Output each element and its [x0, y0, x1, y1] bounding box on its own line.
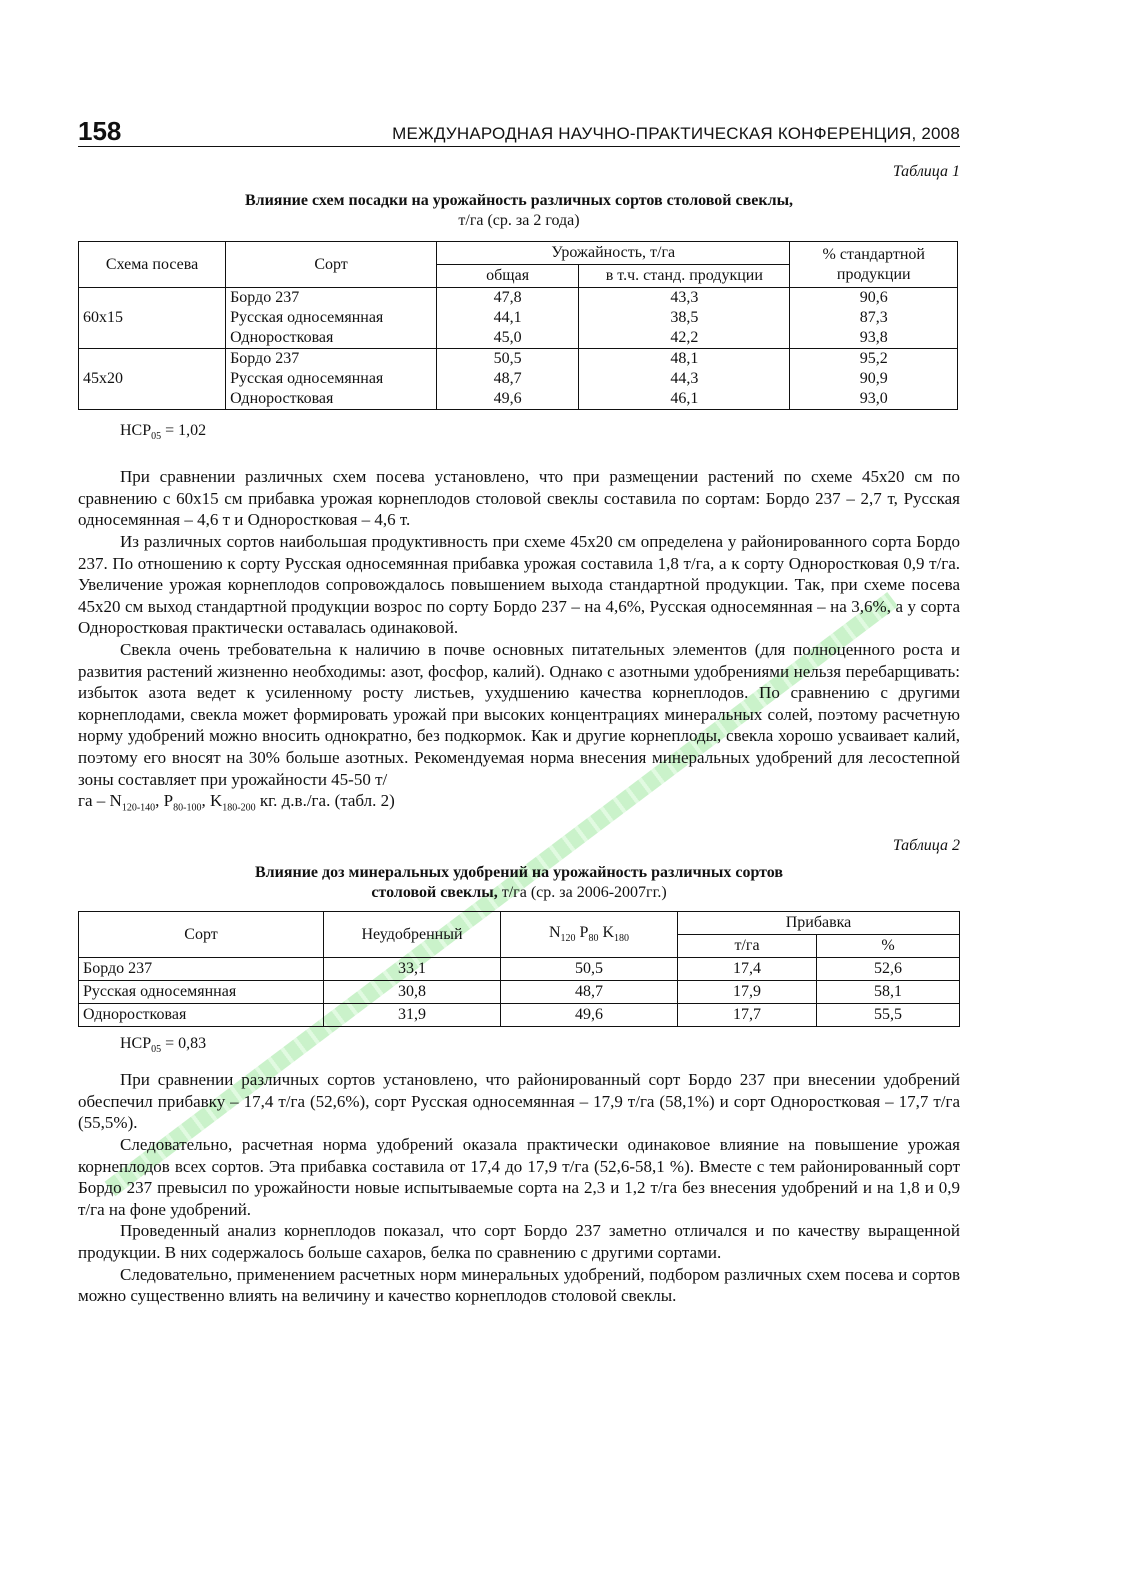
t1-head-variety: Сорт	[226, 242, 437, 288]
body-text-1	[78, 466, 960, 819]
t2-head-pct: %	[817, 935, 960, 958]
t1-value: 93,0	[859, 390, 888, 407]
t1-scheme: 45x20	[79, 349, 226, 410]
t2-head-unfertilized: Неудобренный	[324, 912, 501, 958]
t1-value: 44,1	[493, 309, 522, 326]
fert-p-sub: 80-100	[173, 802, 202, 814]
t1-value: 46,1	[670, 390, 699, 407]
paragraph: При сравнении различных сортов установлено, что районированный сорт Бордо 237 при внесении удобрений обеспечил прибавку – 17,4 т/га (52,6%), сорт Русская односемянная – 17,9 т/га (58,1%) и сорт Однoростковая – 17,7 т/га (55,5%).	[78, 1070, 960, 1133]
t1-varieties	[226, 288, 437, 349]
t1-varieties	[226, 349, 437, 410]
npk-p: P	[579, 924, 589, 942]
table2-subtitle	[78, 883, 960, 903]
npk-n: N	[548, 924, 561, 942]
t1-value: 44,3	[670, 370, 699, 387]
t1-head-total: общая	[437, 265, 579, 288]
nsr-value: = 0,83	[161, 1035, 207, 1053]
t1-variety: Однoростковая	[230, 390, 334, 407]
fert-k-sub: 180-200	[222, 802, 256, 814]
page-number: 158	[78, 116, 122, 146]
table2-subtitle-plain: т/га (ср. за 2006-2007гг.)	[497, 884, 667, 902]
t2-tha: 17,4	[678, 958, 817, 981]
running-title: МЕЖДУНАРОДНАЯ НАУЧНО-ПРАКТИЧЕСКАЯ КОНФЕРЕНЦИЯ, 2008	[392, 124, 960, 143]
table1-label: Таблица 1	[892, 163, 960, 180]
t1-head-standard: в т.ч. станд. продукции	[579, 265, 790, 288]
fert-p: P	[163, 791, 174, 811]
t1-standard	[579, 349, 790, 410]
npk-k-sub: 180	[614, 933, 630, 945]
t1-percent	[790, 288, 958, 349]
nsr-label: НСР	[120, 1035, 152, 1053]
t1-value: 87,3	[859, 309, 888, 326]
t1-value: 50,5	[493, 350, 522, 367]
table2-title: Влияние доз минеральных удобрений на урожайность различных сортов	[254, 864, 784, 882]
paragraph: Проведенный анализ корнеплодов показал, что сорт Бордо 237 заметно отличался и по качеству выращенной продукции. В них содержалось больше сахаров, белка по сравнению с другими сортами.	[78, 1221, 960, 1263]
t2-head-variety: Сорт	[79, 912, 324, 958]
t1-head-percent: % стандартной продукции	[790, 242, 958, 288]
npk-k: K	[602, 924, 615, 942]
table-row	[79, 288, 958, 349]
paragraph: Из различных сортов наибольшая продуктивность при схеме 45x20 см определена у районированного сорта Бордо 237. По отношению к сорту Русская односемянная прибавка урожая составила 1,8 т/га, а к сорту Однoростковая 0,9 т/га. Увеличение урожая корнеплодов сопровождалось повышением выхода стандартной продукции. Так, при схеме посева 45x20 см выход стандартной продукции возрос по сорту Бордо 237 – на 4,6%, Русская односемянная – на 3,6%, а у сорта Однoростковая практически оставалась одинаковой.	[78, 531, 960, 638]
body-text-2	[78, 1069, 960, 1307]
t2-unfertilized: 33,1	[324, 958, 501, 981]
t1-percent	[790, 349, 958, 410]
t2-tha: 17,7	[678, 1004, 817, 1027]
t1-value: 95,2	[859, 350, 888, 367]
t2-unfertilized: 31,9	[324, 1004, 501, 1027]
table2-subtitle-bold: столовой свеклы,	[371, 884, 498, 902]
t1-scheme: 60x15	[79, 288, 226, 349]
t2-pct: 52,6	[817, 958, 960, 981]
table-row	[79, 981, 960, 1004]
t1-variety: Бордо 237	[230, 350, 300, 367]
t1-variety: Русская односемянная	[230, 309, 384, 326]
table2-nsr	[120, 1035, 960, 1055]
table1-subtitle: т/га (ср. за 2 года)	[458, 212, 580, 229]
fert-n-sub: 120-140	[121, 802, 156, 814]
nsr-value: = 1,02	[161, 422, 207, 439]
t2-variety: Бордо 237	[79, 958, 324, 981]
t1-standard	[579, 288, 790, 349]
nsr-sub: 05	[151, 1044, 162, 1056]
t2-head-increase: Прибавка	[678, 912, 960, 935]
t1-value: 93,8	[859, 329, 888, 346]
fertilizer-norm-line: га – $N_{120-140}$, $P_{80-100}$, $K_{180-200}$ кг. д.в./га. (табл. 2)	[78, 791, 395, 814]
t1-variety: Русская односемянная	[230, 370, 384, 387]
table2	[78, 911, 960, 1027]
paragraph: Следовательно, расчетная норма удобрений оказала практически одинаковое влияние на повышение урожая корнеплодов всех сортов. Эта прибавка составила от 17,4 до 17,9 т/га (52,6-58,1 %). Вместе с тем районированный сорт Бордо 237 превысил по урожайности новые испытываемые сорта на 2,3 и 1,2 т/га без внесения удобрений и на 1,8 и 0,9 т/га на фоне удобрений.	[78, 1135, 960, 1219]
t1-value: 42,2	[670, 329, 699, 346]
fert-suffix: кг. д.в./га. (табл. 2)	[255, 791, 395, 811]
t1-variety: Бордо 237	[230, 289, 300, 306]
t1-total	[437, 288, 579, 349]
t2-pct: 58,1	[817, 981, 960, 1004]
t1-value: 48,1	[670, 350, 699, 367]
paragraph: Следовательно, применением расчетных норм минеральных удобрений, подбором различных схем посева и сортов можно существенно влиять на величину и качество корнеплодов столовой свеклы.	[78, 1264, 960, 1306]
t2-unfertilized: 30,8	[324, 981, 501, 1004]
table2-label: Таблица 2	[892, 837, 960, 855]
table-row	[79, 1004, 960, 1027]
t1-value: 43,3	[670, 289, 699, 306]
page	[78, 110, 960, 1307]
t2-variety: Русская односемянная	[79, 981, 324, 1004]
paragraph: Свекла очень требовательна к наличию в почве основных питательных элементов (для полноценного роста и развития растений жизненно необходимы: азот, фосфор, калий). Однако с азотными удобрениями нельзя перебарщивать: избыток азота ведет к усиленному росту листьев, ухудшению качества корнеплодов. По сравнению с другими корнеплодами, свекла может формировать урожай при высоких концентрациях минеральных солей, поэтому расчетную норму удобрений можно вносить однократно, без подкормок. Как и другие корнеплоды, свекла хорошо усваивает калий, поэтому его вносят на 30% больше азотных. Рекомендуемая норма внесения минеральных удобрений для лесостепной зоны составляет при урожайности 45-50 т/	[78, 639, 960, 789]
npk-p-sub: 80	[588, 933, 599, 945]
fert-n: N	[109, 791, 122, 811]
t1-head-scheme: Схема посева	[79, 242, 226, 288]
t2-npk: 50,5	[501, 958, 678, 981]
t2-head-npk	[501, 912, 678, 958]
t1-value: 90,6	[859, 289, 888, 306]
t1-value: 45,0	[493, 329, 522, 346]
t1-variety: Одноростковая	[230, 329, 334, 346]
t1-value: 38,5	[670, 309, 699, 326]
t2-variety: Однoростковая	[79, 1004, 324, 1027]
t1-total	[437, 349, 579, 410]
t2-head-tha: т/га	[678, 935, 817, 958]
fert-k: K	[209, 791, 223, 811]
t1-value: 48,7	[493, 370, 522, 387]
table1	[78, 241, 958, 410]
table-row	[79, 958, 960, 981]
nsr-label: НСР	[120, 422, 152, 439]
table1-nsr	[120, 422, 960, 442]
fert-prefix: га –	[78, 791, 110, 811]
t1-value: 90,9	[859, 370, 888, 387]
page-header	[78, 110, 960, 147]
paragraph: При сравнении различных схем посева установлено, что при размещении растений по схеме 45x20 см по сравнению с 60x15 см прибавка урожая корнеплодов столовой свеклы составила по сортам: Бордо 237 – 2,7 т, Русская односемянная – 4,6 т и Однoростковая – 4,6 т.	[78, 467, 960, 530]
table1-title: Влияние схем посадки на урожайность различных сортов столовой свеклы,	[244, 192, 794, 209]
t1-value: 49,6	[493, 390, 522, 407]
t2-tha: 17,9	[678, 981, 817, 1004]
nsr-sub: 05	[151, 431, 162, 443]
t2-npk: 48,7	[501, 981, 678, 1004]
npk-n-sub: 120	[560, 933, 576, 945]
t1-head-yield: Урожайность, т/га	[437, 242, 790, 265]
t2-pct: 55,5	[817, 1004, 960, 1027]
table-row	[79, 349, 958, 410]
t1-value: 47,8	[493, 289, 522, 306]
t2-npk: 49,6	[501, 1004, 678, 1027]
